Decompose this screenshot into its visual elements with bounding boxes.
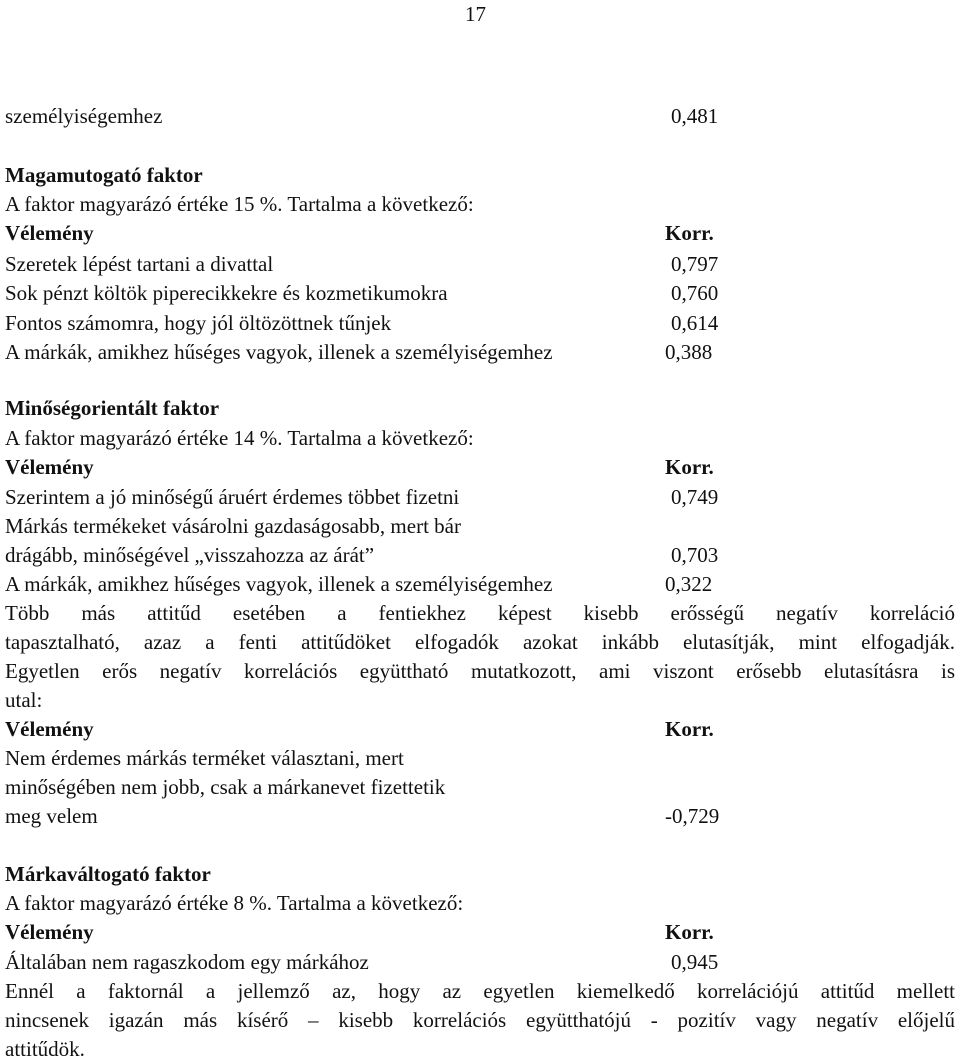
column-header-corr: Korr. (665, 455, 714, 479)
factor-summary: A faktor magyarázó értéke 8 %. Tartalma a következő: (5, 891, 464, 915)
paragraph-line: nincsenek igazán más kísérő – kisebb korrelációs együtthatójú - pozitív vagy negatív előjelű (5, 1008, 955, 1032)
paragraph-line: utal: (5, 688, 43, 712)
column-header-corr: Korr. (665, 221, 714, 245)
column-header-corr: Korr. (665, 717, 714, 741)
attitude-label: Márkás termékeket vásárolni gazdaságosabb, mert bár (5, 514, 461, 538)
attitude-label: Nem érdemes márkás terméket választani, mert (5, 746, 404, 770)
correlation-value: 0,797 (671, 252, 719, 276)
correlation-value: 0,388 (665, 340, 713, 364)
paragraph-line: Több más attitűd esetében a fentiekhez képest kisebb erősségű negatív korreláció (5, 601, 955, 625)
attitude-label: Sok pénzt költök piperecikkekre és kozmetikumokra (5, 281, 448, 305)
paragraph-line: attitűdök. (5, 1037, 85, 1061)
attitude-label: Fontos számomra, hogy jól öltözöttnek tűnjek (5, 311, 392, 335)
column-header-corr: Korr. (665, 920, 714, 944)
correlation-value: 0,945 (671, 950, 719, 974)
attitude-label: drágább, minőségével „visszahozza az árát” (5, 543, 375, 567)
paragraph-line: tapasztalható, azaz a fenti attitűdöket elfogadók azokat inkább elutasítják, mint elfogadják. (5, 630, 955, 654)
attitude-label: személyiségemhez (5, 104, 163, 128)
factor-heading: Magamutogató faktor (5, 163, 203, 187)
correlation-value: 0,614 (671, 311, 719, 335)
attitude-label: Általában nem ragaszkodom egy márkához (5, 950, 369, 974)
attitude-label: Szeretek lépést tartani a divattal (5, 252, 274, 276)
column-header-opinion: Vélemény (5, 920, 94, 944)
correlation-value: 0,703 (671, 543, 719, 567)
factor-heading: Márkaváltogató faktor (5, 862, 211, 886)
column-header-opinion: Vélemény (5, 717, 94, 741)
page-number: 17 (465, 2, 486, 26)
paragraph-line: Ennél a faktornál a jellemző az, hogy az egyetlen kiemelkedő korrelációjú attitűd mellett (5, 979, 955, 1003)
attitude-label: A márkák, amikhez hűséges vagyok, illenek a személyiségemhez (5, 340, 553, 364)
attitude-label: A márkák, amikhez hűséges vagyok, illenek a személyiségemhez (5, 572, 553, 596)
attitude-label: meg velem (5, 804, 98, 828)
column-header-opinion: Vélemény (5, 455, 94, 479)
correlation-value: 0,322 (665, 572, 713, 596)
factor-summary: A faktor magyarázó értéke 15 %. Tartalma a következő: (5, 192, 474, 216)
correlation-value: 0,481 (671, 104, 719, 128)
correlation-value: 0,749 (671, 485, 719, 509)
attitude-label: Szerintem a jó minőségű áruért érdemes többet fizetni (5, 485, 460, 509)
paragraph-line: Egyetlen erős negatív korrelációs együttható mutatkozott, ami viszont erősebb elutasításra is (5, 659, 955, 683)
factor-heading: Minőségorientált faktor (5, 396, 220, 420)
correlation-value: 0,760 (671, 281, 719, 305)
column-header-opinion: Vélemény (5, 221, 94, 245)
correlation-value: -0,729 (665, 804, 720, 828)
attitude-label: minőségében nem jobb, csak a márkanevet fizettetik (5, 775, 446, 799)
factor-summary: A faktor magyarázó értéke 14 %. Tartalma a következő: (5, 426, 474, 450)
